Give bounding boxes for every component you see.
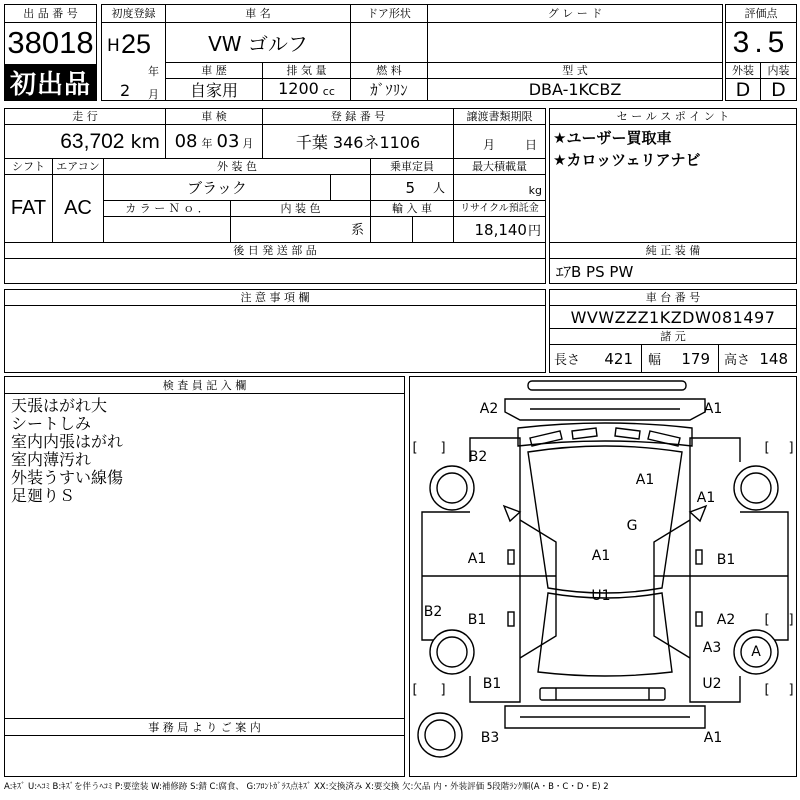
color-no-value bbox=[103, 216, 231, 243]
inspector-note: 室内薄汚れ bbox=[11, 450, 92, 469]
registration-month: 2 bbox=[120, 81, 131, 100]
registration-year: 25 bbox=[121, 29, 152, 59]
mileage-value: 63,702 bbox=[60, 129, 125, 153]
import-label: 輸 入 車 bbox=[370, 200, 454, 217]
registration-year-unit: 年 bbox=[148, 65, 159, 78]
capacity-label: 乗車定員 bbox=[370, 158, 454, 175]
inspection-cell bbox=[165, 124, 263, 159]
capacity-unit: 人 bbox=[432, 181, 445, 195]
plate-label: 登 録 番 号 bbox=[262, 108, 454, 125]
damage-mark: B3 bbox=[480, 730, 500, 746]
displacement-unit: cc bbox=[322, 85, 335, 98]
damage-mark: B1 bbox=[482, 676, 502, 692]
mileage-label: 走 行 bbox=[4, 108, 166, 125]
interior-color-label: 内 装 色 bbox=[230, 200, 371, 217]
inspector-note: 室内内張はがれ bbox=[11, 432, 124, 451]
notes-label: 注 意 事 項 欄 bbox=[4, 289, 546, 306]
damage-mark: B1 bbox=[716, 552, 736, 568]
interior-color-cell bbox=[230, 216, 371, 243]
spec-width-label: 幅 bbox=[648, 353, 662, 368]
registration-month-unit: 月 bbox=[148, 88, 159, 101]
aircon-value: AC bbox=[52, 174, 104, 243]
bracket-open: [ bbox=[412, 682, 418, 698]
recycle-unit: 円 bbox=[527, 224, 541, 239]
displacement-cell bbox=[262, 78, 351, 101]
plate-value: 千葉 346ネ1106 bbox=[262, 124, 454, 159]
legend: A:ｷｽﾞ U:ﾍｺﾐ B:ｷｽﾞを伴うﾍｺﾐ P:要塗装 W:補修跡 S:錆 C:腐食、 G:ﾌﾛﾝﾄｶﾞﾗｽ点ｷｽﾞ XX:交換済み X:要交換 欠:欠品 内・外装評価 5段階ﾗﾝｸ順(A・B・C・D・E) 2 bbox=[4, 782, 609, 792]
transfer-docs-label: 譲渡書類期限 bbox=[453, 108, 546, 125]
sales-point-item: ★カロッツェリアナビ bbox=[553, 151, 701, 169]
car-name-label: 車 名 bbox=[165, 4, 351, 23]
bracket-open: [ bbox=[412, 440, 418, 456]
fuel-value: ｶﾞｿﾘﾝ bbox=[350, 78, 428, 101]
score-label: 評価点 bbox=[725, 4, 797, 23]
inspection-year-unit: 年 bbox=[201, 137, 213, 150]
sales-point-item: ★ユーザー買取車 bbox=[553, 129, 672, 147]
aircon-label: エアコン bbox=[52, 158, 104, 175]
office-label: 事 務 局 よ り ご 案 内 bbox=[4, 718, 405, 736]
score-value: 3.5 bbox=[725, 22, 797, 63]
damage-mark: A2 bbox=[479, 401, 499, 417]
bracket-close: ] bbox=[788, 440, 794, 456]
import-value-1 bbox=[370, 216, 413, 243]
damage-mark: B1 bbox=[467, 612, 487, 628]
max-load-cell bbox=[453, 174, 546, 201]
exterior-score: D bbox=[725, 78, 761, 101]
recycle-value: 18,140 bbox=[474, 220, 527, 239]
fuel-label: 燃 料 bbox=[350, 62, 428, 79]
damage-mark: A1 bbox=[703, 730, 723, 746]
shift-label: シフト bbox=[4, 158, 53, 175]
inspector-note: シートしみ bbox=[11, 414, 92, 433]
registration-label: 初度登録 bbox=[101, 4, 166, 23]
inspector-notes bbox=[4, 393, 405, 719]
bracket-close: ] bbox=[788, 612, 794, 628]
inspector-label: 検 査 員 記 入 欄 bbox=[4, 376, 405, 394]
later-parts-label: 後 日 発 送 部 品 bbox=[4, 242, 546, 259]
interior-score: D bbox=[760, 78, 797, 101]
inspector-note: 天張はがれ大 bbox=[11, 396, 108, 415]
office-body bbox=[4, 735, 405, 777]
inspection-label: 車 検 bbox=[165, 108, 263, 125]
spec-width bbox=[641, 344, 719, 373]
car-name-value: VW ゴルフ bbox=[165, 22, 351, 63]
genuine-equipment-value: ｴｱB PS PW bbox=[549, 258, 797, 284]
max-load-unit: kg bbox=[528, 184, 542, 197]
damage-mark: G bbox=[626, 518, 638, 534]
spec-length-label: 長さ bbox=[554, 353, 581, 368]
sales-points-list bbox=[549, 124, 797, 243]
exterior-color-code bbox=[330, 174, 371, 201]
max-load-label: 最大積載量 bbox=[453, 158, 546, 175]
spec-width-value: 179 bbox=[681, 349, 710, 368]
damage-mark: A1 bbox=[467, 551, 487, 567]
capacity-value: 5 bbox=[405, 178, 415, 197]
spec-height-label: 高さ bbox=[724, 353, 751, 368]
damage-mark: A2 bbox=[716, 612, 736, 628]
inspection-month: 03 bbox=[216, 131, 240, 152]
history-label: 車 歴 bbox=[165, 62, 263, 79]
recycle-label: リサイクル預託金 bbox=[453, 200, 546, 217]
displacement-label: 排 気 量 bbox=[262, 62, 351, 79]
bracket-close: ] bbox=[788, 682, 794, 698]
registration-cell bbox=[101, 22, 166, 101]
transfer-docs-month-unit: 月 bbox=[482, 138, 495, 152]
spec-height bbox=[718, 344, 797, 373]
bracket-close: ] bbox=[440, 440, 446, 456]
history-value: 自家用 bbox=[165, 78, 263, 101]
notes-body bbox=[4, 305, 546, 373]
inspector-note: 足廻りＳ bbox=[11, 486, 76, 505]
interior-score-label: 内装 bbox=[760, 62, 797, 79]
door-value bbox=[350, 22, 428, 63]
damage-mark: B2 bbox=[423, 604, 443, 620]
exterior-color-label: 外 装 色 bbox=[103, 158, 371, 175]
car-damage-diagram bbox=[409, 376, 797, 777]
chassis-value: WVWZZZ1KZDW081497 bbox=[549, 305, 797, 329]
capacity-cell bbox=[370, 174, 454, 201]
damage-mark: A1 bbox=[703, 401, 723, 417]
model-label: 型 式 bbox=[427, 62, 723, 79]
inspection-month-unit: 月 bbox=[242, 137, 254, 150]
spec-length-value: 421 bbox=[604, 349, 633, 368]
displacement-value: 1200 bbox=[278, 79, 319, 98]
damage-mark: A bbox=[751, 644, 761, 660]
spec-height-value: 148 bbox=[759, 349, 788, 368]
damage-mark: U2 bbox=[702, 676, 722, 692]
damage-mark: A1 bbox=[591, 548, 611, 564]
model-value: DBA-1KCBZ bbox=[427, 78, 723, 101]
bracket-open: [ bbox=[764, 682, 770, 698]
spec-length bbox=[549, 344, 642, 373]
chassis-label: 車 台 番 号 bbox=[549, 289, 797, 306]
lot-label: 出 品 番 号 bbox=[4, 4, 97, 23]
color-no-label: カ ラ ー Ｎ ｏ ． bbox=[103, 200, 231, 217]
damage-mark: U1 bbox=[591, 588, 611, 604]
transfer-docs-cell bbox=[453, 124, 546, 159]
bracket-open: [ bbox=[764, 440, 770, 456]
first-listing-badge: 初出品 bbox=[4, 64, 97, 101]
recycle-cell bbox=[453, 216, 546, 243]
shift-value: FAT bbox=[4, 174, 53, 243]
grade-value bbox=[427, 22, 723, 63]
sales-points-label: セ ー ル ス ポ イ ン ト bbox=[549, 108, 797, 125]
specs-label: 諸 元 bbox=[549, 328, 797, 345]
inspector-note: 外装うすい線傷 bbox=[11, 468, 124, 487]
grade-label: グ レ ー ド bbox=[427, 4, 723, 23]
damage-mark: A1 bbox=[696, 490, 716, 506]
lot-number: 38018 bbox=[7, 25, 94, 60]
registration-era: H bbox=[107, 36, 120, 56]
interior-color-suffix: 系 bbox=[350, 223, 364, 238]
transfer-docs-day-unit: 日 bbox=[524, 138, 537, 152]
damage-mark: A1 bbox=[635, 472, 655, 488]
bracket-open: [ bbox=[764, 612, 770, 628]
mileage-unit: km bbox=[130, 130, 160, 153]
later-parts-value bbox=[4, 258, 546, 284]
inspection-year: 08 bbox=[174, 131, 198, 152]
damage-mark: B2 bbox=[468, 449, 488, 465]
exterior-score-label: 外装 bbox=[725, 62, 761, 79]
genuine-equipment-label: 純 正 装 備 bbox=[549, 242, 797, 259]
import-value-2 bbox=[412, 216, 454, 243]
door-label: ドア形状 bbox=[350, 4, 428, 23]
mileage-cell bbox=[4, 124, 166, 159]
damage-mark: A3 bbox=[702, 640, 722, 656]
bracket-close: ] bbox=[440, 682, 446, 698]
exterior-color-value: ブラック bbox=[103, 174, 331, 201]
